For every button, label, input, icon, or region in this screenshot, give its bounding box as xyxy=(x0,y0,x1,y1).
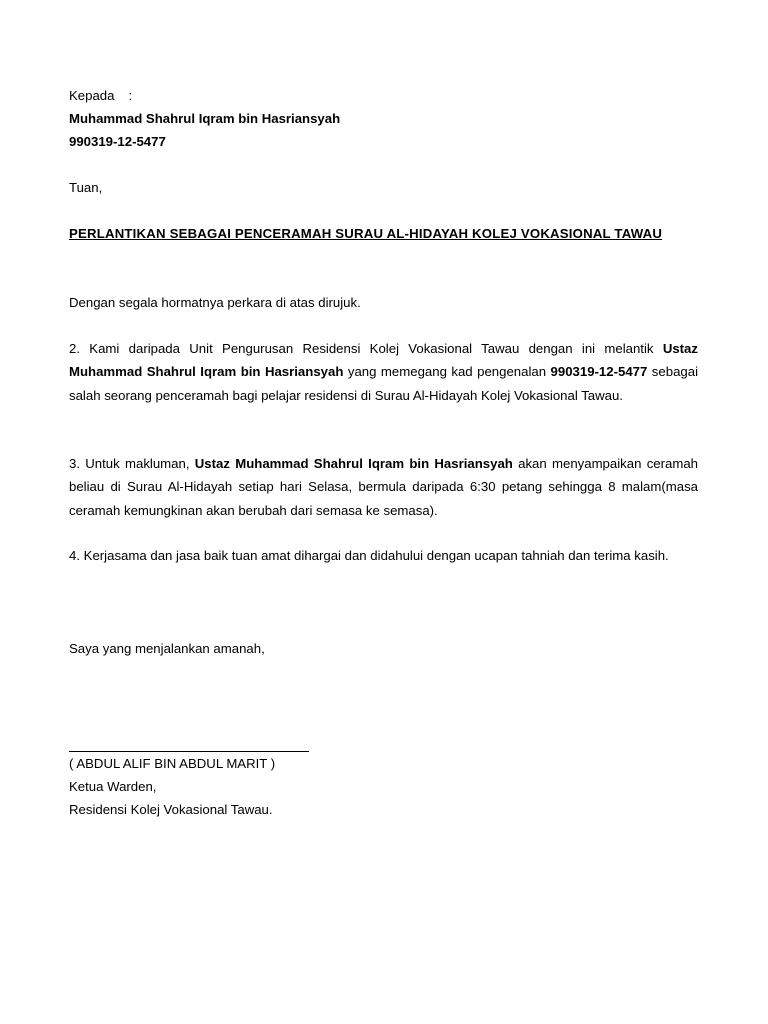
paragraph-2 xyxy=(69,337,698,407)
paragraph-3 xyxy=(69,452,698,522)
recipient-name: Muhammad Shahrul Iqram bin Hasriansyah xyxy=(69,111,341,126)
para2-ic-number: 990319-12-5477 xyxy=(550,364,648,380)
kepada-colon: : xyxy=(128,88,133,103)
intro-paragraph: Dengan segala hormatnya perkara di atas dirujuk. xyxy=(69,295,361,310)
salutation: Tuan, xyxy=(69,180,103,195)
signatory-organization: Residensi Kolej Vokasional Tawau. xyxy=(69,802,273,817)
kepada-label: Kepada xyxy=(69,88,115,103)
para3-name: Ustaz Muhammad Shahrul Iqram bin Hasriansyah xyxy=(194,456,513,471)
closing-line: Saya yang menjalankan amanah, xyxy=(69,641,265,656)
signatory-name: ( ABDUL ALIF BIN ABDUL MARIT ) xyxy=(69,756,276,771)
para3-text-post: akan menyampaikan ceramah beliau di Surau Al-Hidayah setiap hari Selasa, bermula daripada 6:30 petang sehingga 8 malam(masa ceramah kemungkinan akan berubah dari semasa ke semasa). xyxy=(69,456,699,518)
para2-text-mid: yang memegang kad pengenalan xyxy=(343,364,551,380)
paragraph-4: 4. Kerjasama dan jasa baik tuan amat dihargai dan didahului dengan ucapan tahniah dan terima kasih. xyxy=(69,548,669,563)
para2-name: Ustaz Muhammad Shahrul Iqram bin Hasriansyah xyxy=(69,341,698,380)
recipient-ic-number: 990319-12-5477 xyxy=(69,134,166,149)
para2-text-post: sebagai salah seorang penceramah bagi pelajar residensi di Surau Al-Hidayah Kolej Vokasional Tawau. xyxy=(69,364,698,403)
para2-text-pre: 2. Kami daripada Unit Pengurusan Residensi Kolej Vokasional Tawau dengan ini melantik xyxy=(69,341,663,356)
subject-text: PERLANTIKAN SEBAGAI PENCERAMAH SURAU AL-HIDAYAH KOLEJ VOKASIONAL TAWAU xyxy=(69,226,663,241)
subject-heading xyxy=(69,222,698,245)
signatory-position: Ketua Warden, xyxy=(69,779,157,794)
recipient-label-line xyxy=(69,84,698,107)
para3-text-pre: 3. Untuk makluman, xyxy=(69,456,195,471)
